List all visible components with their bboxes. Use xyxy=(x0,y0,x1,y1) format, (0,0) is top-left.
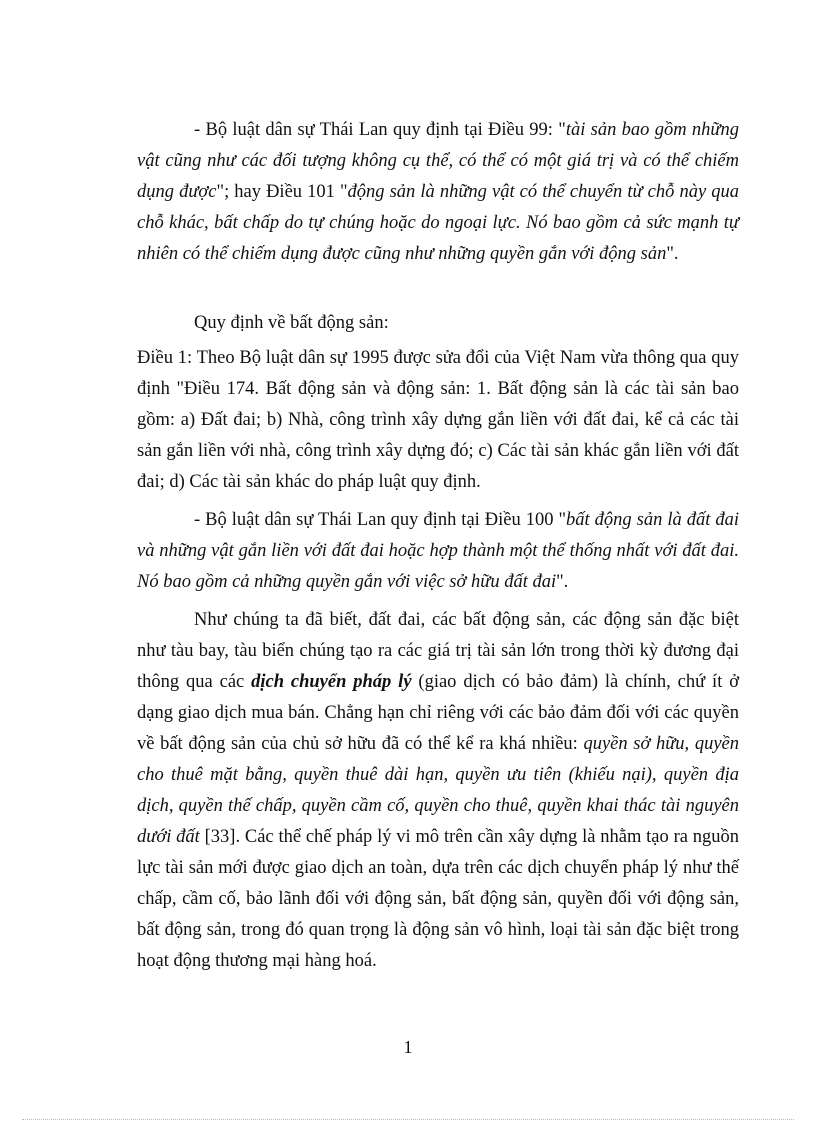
p4-quote-article-100: bất động sản là đất đai và những vật gắn liền với đất đai hoặc hợp thành một thể thống nhất với đất đai. Nó bao gồm cả những quyền gắn với việc sở hữu đất đai xyxy=(137,510,739,592)
p1-text-a: - Bộ luật dân sự Thái Lan quy định tại Điều 99: " xyxy=(194,120,566,140)
p4-text-c: ". xyxy=(556,572,569,592)
paragraph-real-estate-heading: Quy định về bất động sản: xyxy=(194,313,389,333)
paragraph-thai-code-article-100 xyxy=(137,505,739,598)
p1-quote-article-99: tài sản bao gồm những vật cũng như các đối tượng không cụ thể, có thể có một giá trị và có thể chiếm dụng được xyxy=(137,120,739,202)
paragraph-thai-code-article-99 xyxy=(137,115,739,270)
paragraph-legal-transfers xyxy=(137,605,739,977)
p1-text-e: ". xyxy=(666,244,679,264)
p5-text-a: Như chúng ta đã biết, đất đai, các bất động sản, các động sản đặc biệt như tàu bay, tàu biển chúng tạo ra các giá trị tài sản lớn trong thời kỳ đương đại thông qua các xyxy=(137,610,739,692)
paragraph-article-1-vietnam-code: Điều 1: Theo Bộ luật dân sự 1995 được sửa đổi của Việt Nam vừa thông qua quy định "Điều 174. Bất động sản và động sản: 1. Bất động sản là các tài sản bao gồm: a) Đất đai; b) Nhà, công trình xây dựng gắn liền với đất đai, kể cả các tài sản gắn liền với nhà, công trình xây dựng đó; c) Các tài sản khác gắn liền với đất đai; d) Các tài sản khác do pháp luật quy định. xyxy=(137,348,739,492)
page-number: 1 xyxy=(403,1037,413,1057)
p5-text-e: [33]. Các thể chế pháp lý vi mô trên cần xây dựng là nhằm tạo ra nguồn lực tài sản mới được giao dịch an toàn, dựa trên các dịch chuyển pháp lý như thế chấp, cầm cố, bảo lãnh đối với động sản, bất động sản, quyền đối với động sản, bất động sản, trong đó quan trọng là động sản vô hình, loại tài sản đặc biệt trong hoạt động thương mại hàng hoá. xyxy=(137,827,739,971)
p5-emphasis-legal-transfer: dịch chuyển pháp lý xyxy=(251,672,412,692)
p5-rights-list: quyền sở hữu, quyền cho thuê mặt bằng, quyền thuê dài hạn, quyền ưu tiên (khiếu nại), quyền địa dịch, quyền thế chấp, quyền cầm cố, quyền cho thuê, quyền khai thác tài nguyên dưới đất xyxy=(137,734,739,847)
p5-text-c: (giao dịch có bảo đảm) là chính, chứ ít ở dạng giao dịch mua bán. Chẳng hạn chỉ riêng với các bảo đảm đối với các quyền về bất động sản của chủ sở hữu đã có thể kể ra khá nhiều: xyxy=(137,672,739,754)
page-bottom-divider xyxy=(22,1119,794,1120)
p1-text-c: "; hay Điều 101 " xyxy=(216,182,348,202)
p1-quote-article-101: động sản là những vật có thể chuyển từ chỗ này qua chỗ khác, bất chấp do tự chúng hoặc do ngoại lực. Nó bao gồm cả sức mạnh tự nhiên có thể chiếm dụng được cũng như những quyền gắn với động sản xyxy=(137,182,739,264)
p4-text-a: - Bộ luật dân sự Thái Lan quy định tại Điều 100 " xyxy=(194,510,567,530)
